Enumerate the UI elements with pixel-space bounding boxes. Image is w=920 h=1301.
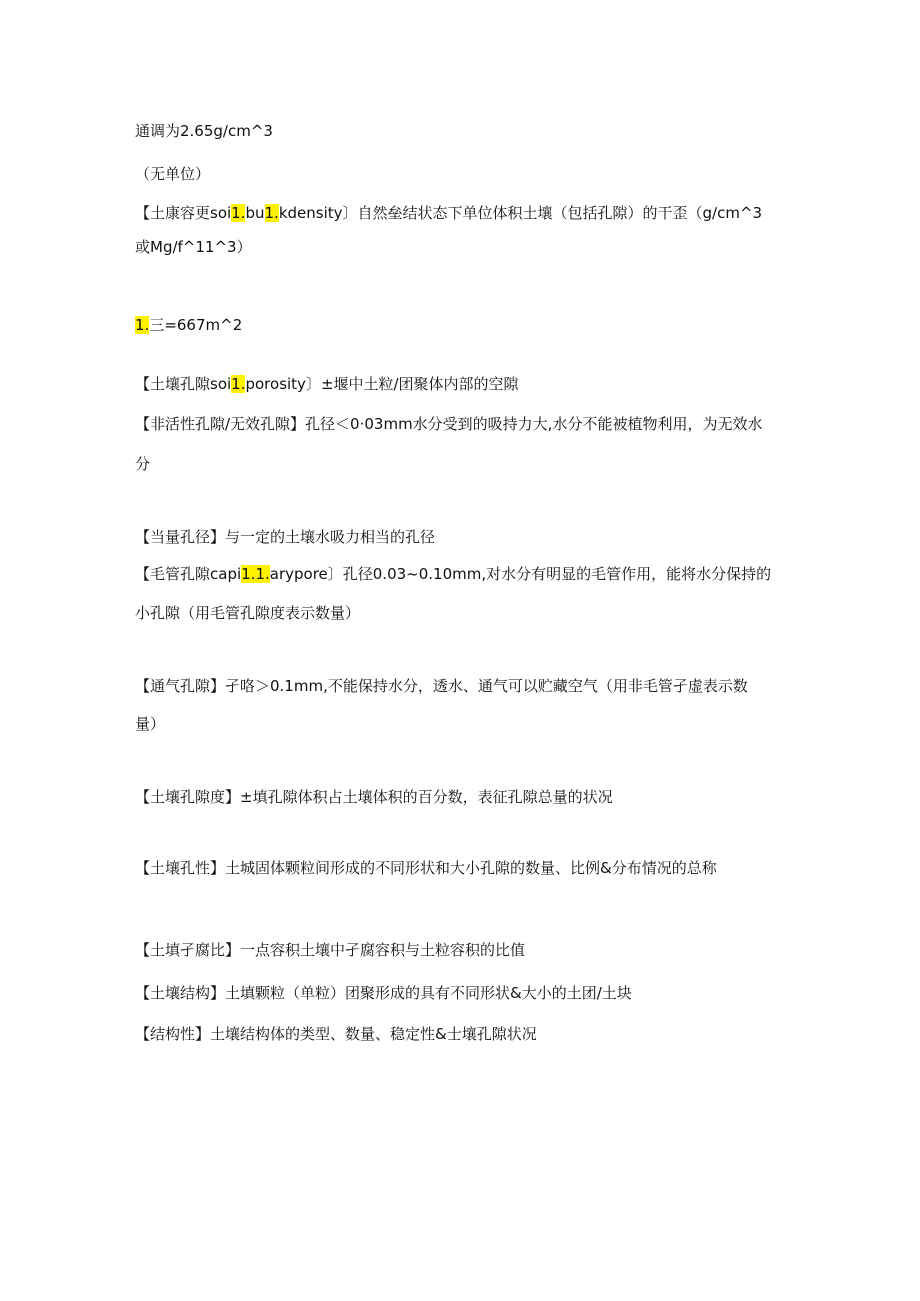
- line-pore-property: 【土壤孔性】土城固体颗粒间形成的不同形状和大小孔隙的数量、比例&分布情况的总称: [135, 859, 717, 877]
- line-aeration-pore-cont: 量）: [135, 715, 166, 733]
- highlight-mark: 1.: [231, 204, 246, 222]
- line-soil-porosity: [135, 374, 795, 394]
- text-segment: 【土康容更soi: [135, 204, 232, 222]
- line-void-ratio: 【土填孑腐比】一点容积土壤中孑腐容积与土粒容积的比值: [135, 941, 526, 959]
- line-no-unit: （无单位）: [135, 165, 211, 183]
- highlight-mark: 1.: [135, 316, 150, 334]
- text-segment: kdensity〕自然垒结状态下单位体积土壤（包括孔隙）的干歪（g∕cm^3: [278, 204, 763, 222]
- line-structure-property: 【结构性】土壤结构体的类型、数量、稳定性&士壤孔隙状况: [135, 1025, 537, 1043]
- text-segment: arypore〕孔径0.03~0.10mm,对水分有明显的毛管作用，能将水分保持的: [269, 565, 772, 583]
- highlight-mark: 1.1.: [241, 565, 270, 583]
- line-bulk-density: [135, 203, 795, 223]
- line-aeration-pore: 【通气孔隙】孑咯＞0.1mm,不能保持水分，透水、通气可以贮藏空气（用非毛管孑虚表示数: [135, 677, 748, 695]
- line-capillary-pore-cont: 小孔隙（用毛管孔隙度表示数量）: [135, 604, 361, 622]
- line-capillary-pore: [135, 564, 795, 584]
- text-segment: 三=667m^2: [149, 316, 243, 334]
- highlight-mark: 1.: [231, 375, 246, 393]
- line-equivalent-pore: 【当量孔径】与一定的土壤水吸力相当的孔径: [135, 528, 436, 546]
- highlight-mark: 1.: [264, 204, 279, 222]
- line-inactive-pore: 【非活性孔隙/无效孔隙】孔径＜0·03mm水分受到的吸持力大,水分不能被植物利用，为无效水: [135, 415, 763, 433]
- text-segment: bu: [245, 204, 265, 222]
- text-segment: 【土壤孔隙soi: [135, 375, 232, 393]
- line-inactive-pore-cont: 分: [135, 455, 151, 473]
- text-segment: 【毛管孔隙capi: [135, 565, 242, 583]
- line-particle-density: 通调为2.65g∕cm^3: [135, 122, 273, 140]
- line-soil-structure: 【土壤结构】土填颗粒（单粒）团聚形成的具有不同形状&大小的土团/土块: [135, 984, 632, 1002]
- line-porosity-ratio: 【土壤孔隙度】±填孔隙体积占土壤体积的百分数，表征孔隙总量的状况: [135, 788, 613, 806]
- line-area: [135, 315, 795, 335]
- line-bulk-density-unit: 或Mg∕f^11^3）: [135, 238, 252, 256]
- text-segment: porosity〕±堰中土粒/团聚体内部的空隙: [245, 375, 519, 393]
